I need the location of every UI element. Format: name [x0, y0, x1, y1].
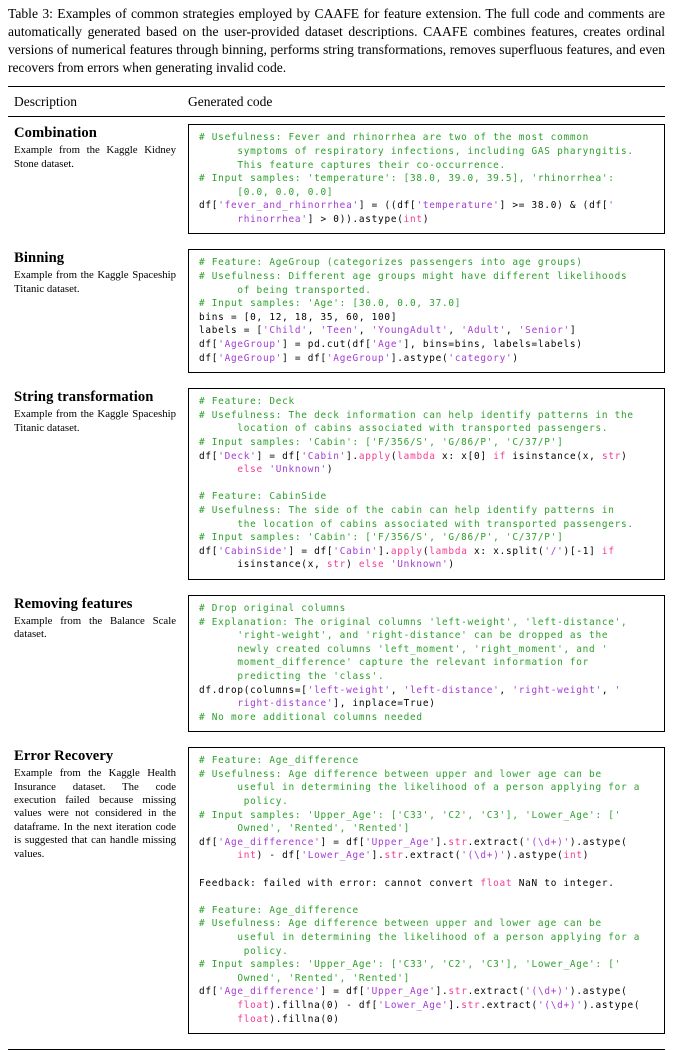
code-line: # Explanation: The original columns 'left-weight', 'left-distance', [199, 616, 628, 628]
description-cell [8, 595, 188, 732]
code-line: labels = ['Child', 'Teen', 'YoungAdult', 'Adult', 'Senior'] [199, 325, 577, 337]
code-line: # Feature: AgeGroup (categorizes passengers into age groups) [199, 257, 583, 269]
code-line: df['Age_difference'] = df['Upper_Age'].str.extract('(\d+)').astype( [199, 836, 628, 848]
code-line: of being transported. [199, 284, 372, 296]
code-cell [188, 747, 665, 1034]
code-line: predicting the 'class'. [199, 670, 385, 682]
row-title-error-recovery: Error Recovery [14, 748, 114, 765]
code-line: 'right-weight', and 'right-distance' can be dropped as the [199, 630, 609, 642]
row-title-string-transformation: String transformation [14, 389, 154, 406]
code-block-binning [188, 249, 665, 373]
table-row-string-transformation [8, 388, 665, 580]
code-cell [188, 124, 665, 234]
code-line: # Usefulness: The deck information can help identify patterns in the [199, 409, 634, 421]
code-line: # Feature: Age_difference [199, 904, 359, 916]
table-caption: Table 3: Examples of common strategies employed by CAAFE for feature extension. The full code and comments are automatically generated based on the user-provided dataset descriptions. CAAFE combines features, creates ordinal versions of numerical features through binning, performs string transformations, removes superfluous features, and even recovers from errors when generating invalid code. [8, 6, 665, 76]
row-title-binning: Binning [14, 250, 65, 267]
code-line: location of cabins associated with transported passengers. [199, 423, 609, 435]
code-line: newly created columns 'left_moment', 'right_moment', and ' [199, 643, 609, 655]
table-body [8, 117, 665, 1034]
code-line: df.drop(columns=['left-weight', 'left-distance', 'right-weight', ' [199, 684, 622, 696]
column-header-generated-code: Generated code [188, 94, 273, 110]
code-line: int) - df['Lower_Age'].str.extract('(\d+)').astype(int) [237, 850, 590, 862]
table-row-error-recovery [8, 747, 665, 1034]
code-line: [0.0, 0.0, 0.0] [199, 186, 334, 198]
code-block-error-recovery [188, 747, 665, 1034]
code-line: isinstance(x, str) else 'Unknown') [199, 559, 455, 571]
code-line: float).fillna(0) [237, 1013, 340, 1025]
code-line: policy. [199, 796, 289, 808]
code-line: # Input samples: 'Upper_Age': ['C33', 'C2', 'C3'], 'Lower_Age': [' [199, 809, 622, 821]
code-block-string-transformation [188, 388, 665, 580]
row-description-error-recovery: Example from the Kaggle Health Insurance dataset. The code execution failed because missing values were not considered in the dataframe. In the next iteration code is suggested that can handle missing values. [14, 767, 176, 860]
table-row-binning [8, 249, 665, 373]
code-line [199, 890, 656, 904]
code-line: df['fever_and_rhinorrhea'] = ((df['temperature'] >= 38.0) & (df[' [199, 200, 615, 212]
row-description-binning: Example from the Kaggle Spaceship Titanic dataset. [14, 269, 176, 295]
column-header-description: Description [14, 94, 77, 110]
row-description-combination: Example from the Kaggle Kidney Stone dataset. [14, 144, 176, 170]
description-cell [8, 747, 188, 1034]
code-line: useful in determining the likelihood of a person applying for a [199, 782, 641, 794]
code-cell [188, 388, 665, 580]
code-line: df['CabinSide'] = df['Cabin'].apply(lambda x: x.split('/')[-1] if [199, 545, 615, 557]
description-cell [8, 388, 188, 580]
code-line: # Input samples: 'Upper_Age': ['C33', 'C2', 'C3'], 'Lower_Age': [' [199, 959, 622, 971]
row-title-combination: Combination [14, 125, 98, 142]
row-description-string-transformation: Example from the Kaggle Spaceship Titanic dataset. [14, 408, 176, 434]
code-line: # Input samples: 'Age': [30.0, 0.0, 37.0] [199, 298, 462, 310]
code-line: # Usefulness: Different age groups might have different likelihoods [199, 271, 628, 283]
code-line: # Input samples: 'temperature': [38.0, 39.0, 39.5], 'rhinorrhea': [199, 173, 615, 185]
code-cell [188, 595, 665, 732]
code-cell [188, 249, 665, 373]
code-block-removing-features [188, 595, 665, 732]
code-line: # Usefulness: The side of the cabin can help identify patterns in [199, 504, 615, 516]
code-line: df['AgeGroup'] = pd.cut(df['Age'], bins=bins, labels=labels) [199, 339, 583, 351]
code-line: symptoms of respiratory infections, including GAS pharyngitis. [199, 145, 634, 157]
code-line: df['AgeGroup'] = df['AgeGroup'].astype('category') [199, 352, 519, 364]
table-row-removing-features [8, 595, 665, 732]
code-line: df['Deck'] = df['Cabin'].apply(lambda x: x[0] if isinstance(x, str) [199, 450, 628, 462]
table-header-row [8, 87, 665, 116]
table-row-combination [8, 124, 665, 234]
code-line [199, 477, 656, 491]
description-cell [8, 249, 188, 373]
code-line: This feature captures their co-occurrence. [199, 159, 506, 171]
code-line: float).fillna(0) - df['Lower_Age'].str.extract('(\d+)').astype( [237, 999, 641, 1011]
code-line: policy. [199, 945, 289, 957]
code-line: # Feature: Deck [199, 396, 295, 408]
row-description-removing-features: Example from the Balance Scale dataset. [14, 614, 176, 641]
code-line: the location of cabins associated with transported passengers. [199, 518, 634, 530]
code-line: df['Age_difference'] = df['Upper_Age'].str.extract('(\d+)').astype( [199, 986, 628, 998]
code-line: # Usefulness: Fever and rhinorrhea are two of the most common [199, 132, 590, 144]
code-line: right-distance'], inplace=True) [237, 698, 436, 710]
code-line: else 'Unknown') [237, 464, 334, 476]
code-line: # Drop original columns [199, 602, 347, 614]
code-line [199, 863, 656, 877]
code-line: useful in determining the likelihood of a person applying for a [199, 932, 641, 943]
code-line: # Feature: CabinSide [199, 491, 327, 503]
code-line: # Input samples: 'Cabin': ['F/356/S', 'G/86/P', 'C/37/P'] [199, 437, 564, 448]
code-line: moment_difference' capture the relevant information for [199, 657, 590, 669]
description-cell [8, 124, 188, 234]
code-line: Owned', 'Rented', 'Rented'] [199, 972, 411, 984]
code-line: # Usefulness: Age difference between upper and lower age can be [199, 918, 602, 930]
code-line: # Usefulness: Age difference between upper and lower age can be [199, 768, 602, 780]
code-line: Owned', 'Rented', 'Rented'] [199, 823, 411, 835]
code-block-combination [188, 124, 665, 234]
code-line: # Feature: Age_difference [199, 755, 359, 767]
row-title-removing-features: Removing features [14, 595, 133, 612]
code-line: rhinorrhea'] > 0)).astype(int) [237, 213, 430, 225]
code-line: # No more additional columns needed [199, 711, 423, 723]
code-line: Feedback: failed with error: cannot convert float NaN to integer. [199, 877, 615, 889]
code-line: # Input samples: 'Cabin': ['F/356/S', 'G/86/P', 'C/37/P'] [199, 532, 564, 544]
code-line: bins = [0, 12, 18, 35, 60, 100] [199, 311, 398, 323]
